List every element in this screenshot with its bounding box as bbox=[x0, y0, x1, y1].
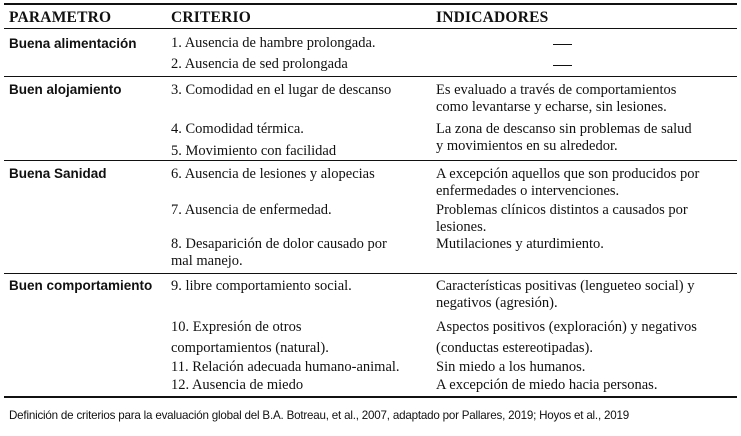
group-divider bbox=[4, 273, 737, 274]
group-divider bbox=[4, 76, 737, 77]
header-parametro: PARAMETRO bbox=[9, 9, 112, 26]
indicator-text: Problemas clínicos distintos a causados por bbox=[436, 202, 688, 218]
group-divider bbox=[4, 160, 737, 161]
criterion-text: 4. Comodidad térmica. bbox=[171, 121, 304, 137]
empty-indicator-dash bbox=[553, 65, 572, 66]
indicator-text: Características positivas (lengueteo social) y bbox=[436, 278, 695, 294]
parameter-label: Buen alojamiento bbox=[9, 82, 122, 97]
indicator-text: enfermedades o intervenciones. bbox=[436, 183, 620, 199]
header-indicadores: INDICADORES bbox=[436, 9, 549, 26]
indicator-text: negativos (agresión). bbox=[436, 295, 558, 311]
indicator-text: Es evaluado a través de comportamientos bbox=[436, 82, 677, 98]
indicator-text: lesiones. bbox=[436, 219, 487, 235]
criterion-text: 5. Movimiento con facilidad bbox=[171, 143, 337, 159]
parameter-label: Buena Sanidad bbox=[9, 166, 107, 181]
criterion-text: 10. Expresión de otros bbox=[171, 319, 302, 335]
bottom-rule bbox=[4, 396, 737, 398]
criterion-text: 8. Desaparición de dolor causado por bbox=[171, 236, 387, 252]
criterion-text: comportamientos (natural). bbox=[171, 340, 329, 356]
empty-indicator-dash bbox=[553, 44, 572, 45]
indicator-text: La zona de descanso sin problemas de salud bbox=[436, 121, 692, 137]
indicator-text: A excepción de miedo hacia personas. bbox=[436, 377, 658, 393]
top-rule bbox=[4, 3, 737, 5]
indicator-text: A excepción aquellos que son producidos por bbox=[436, 166, 700, 182]
indicator-text: y movimientos en su alrededor. bbox=[436, 138, 618, 154]
parameter-label: Buen comportamiento bbox=[9, 278, 153, 293]
criterion-text: 12. Ausencia de miedo bbox=[171, 377, 304, 393]
criterion-text: 7. Ausencia de enfermedad. bbox=[171, 202, 332, 218]
criterion-text: mal manejo. bbox=[171, 253, 243, 269]
parameter-label: Buena alimentación bbox=[9, 36, 137, 51]
criterion-text: 1. Ausencia de hambre prolongada. bbox=[171, 35, 376, 51]
indicator-text: Mutilaciones y aturdimiento. bbox=[436, 236, 604, 252]
header-criterio: CRITERIO bbox=[171, 9, 251, 26]
criterion-text: 9. libre comportamiento social. bbox=[171, 278, 352, 294]
criterion-text: 3. Comodidad en el lugar de descanso bbox=[171, 82, 392, 98]
criterion-text: 6. Ausencia de lesiones y alopecias bbox=[171, 166, 375, 182]
indicator-text: Sin miedo a los humanos. bbox=[436, 359, 586, 375]
table-footnote: Definición de criterios para la evaluación global del B.A. Botreau, et al., 2007, adaptado por Pallares, 2019; Hoyos et al., 2019 bbox=[9, 409, 629, 422]
indicator-text: Aspectos positivos (exploración) y negativos bbox=[436, 319, 697, 335]
indicator-text: como levantarse y echarse, sin lesiones. bbox=[436, 99, 667, 115]
indicator-text: (conductas estereotipadas). bbox=[436, 340, 594, 356]
criterion-text: 11. Relación adecuada humano-animal. bbox=[171, 359, 400, 375]
header-rule bbox=[4, 28, 737, 29]
criterion-text: 2. Ausencia de sed prolongada bbox=[171, 56, 348, 72]
